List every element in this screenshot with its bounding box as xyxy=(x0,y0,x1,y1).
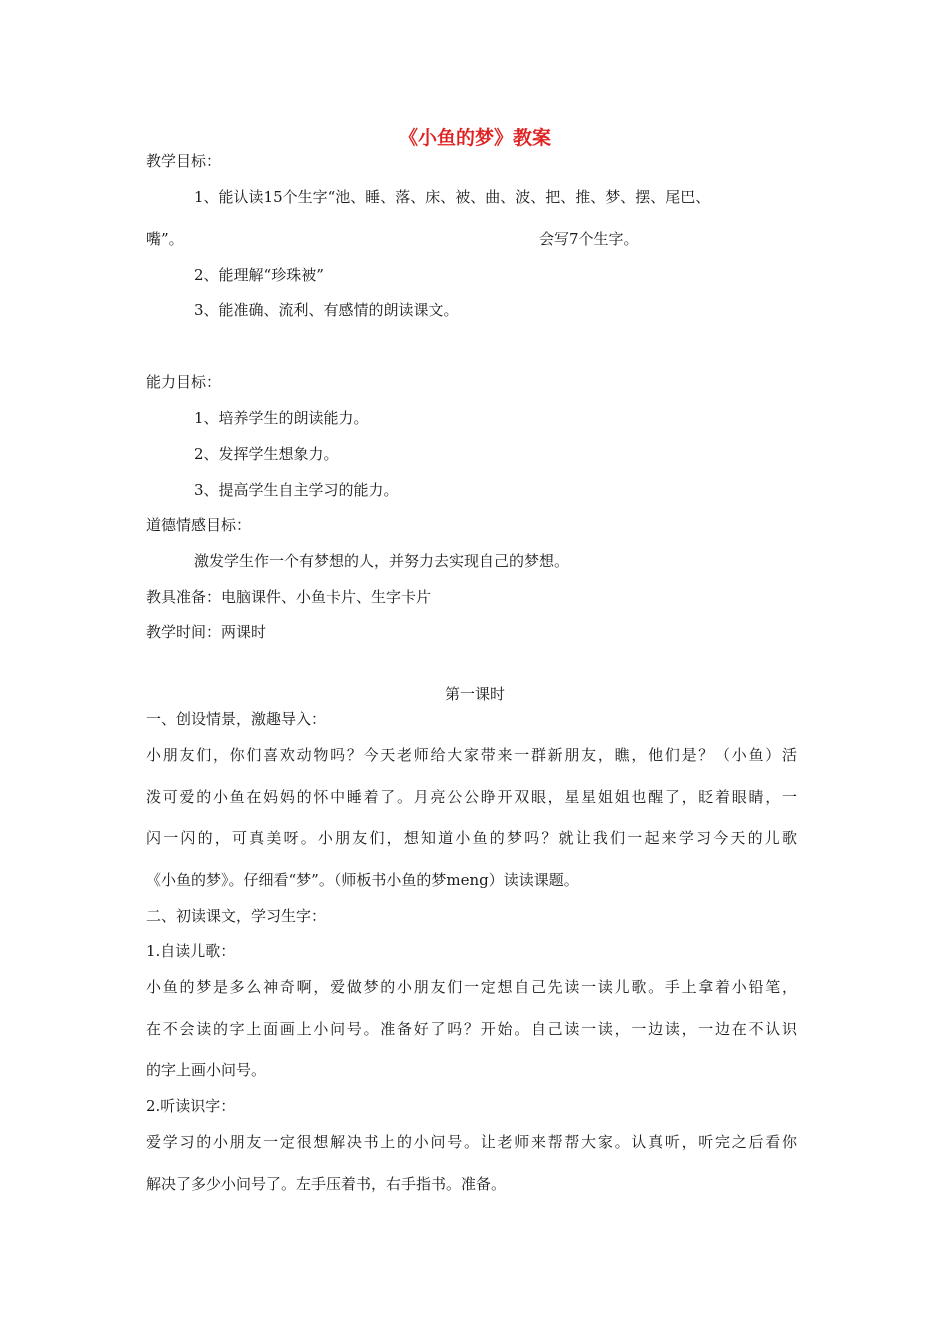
section-1-heading: 一、创设情景，激趣导入： xyxy=(146,710,327,728)
paragraph-3-line: 解决了多少小问号了。左手压着书，右手指书。准备。 xyxy=(146,1175,507,1193)
ability-item-3: 3、提高学生自主学习的能力。 xyxy=(194,481,399,499)
paragraph-1-line: 小朋友们，你们喜欢动物吗？今天老师给大家带来一群新朋友，瞧，他们是？（小鱼）活 xyxy=(146,746,797,764)
ability-item-1: 1、培养学生的朗读能力。 xyxy=(194,409,369,427)
paragraph-1-line: 闪一闪的，可真美呀。小朋友们，想知道小鱼的梦吗？就让我们一起来学习今天的儿歌 xyxy=(146,829,797,847)
paragraph-1-line: 《小鱼的梦》。仔细看“梦”。（师板书小鱼的梦meng）读读课题。 xyxy=(146,871,579,889)
moral-goals-heading: 道德情感目标： xyxy=(146,516,252,534)
document-title: 《小鱼的梦》教案 xyxy=(398,127,551,149)
teaching-goals-heading: 教学目标： xyxy=(146,152,222,170)
paragraph-2-line: 小鱼的梦是多么神奇啊，爱做梦的小朋友们一定想自己先读一读儿歌。手上拿着小铅笔， xyxy=(146,978,797,996)
subsection-1-heading: 1.自读儿歌： xyxy=(146,942,236,960)
teaching-time: 教学时间：两课时 xyxy=(146,623,267,641)
lesson-1-heading: 第一课时 xyxy=(444,685,505,703)
goal-item-1-writing: 会写7个生字。 xyxy=(539,230,639,248)
goal-item-1-line-2: 嘴”。 xyxy=(146,230,184,248)
paragraph-2-line: 的字上画小问号。 xyxy=(146,1061,267,1079)
ability-item-2: 2、发挥学生想象力。 xyxy=(194,445,339,463)
moral-goals-text: 激发学生作一个有梦想的人，并努力去实现自己的梦想。 xyxy=(194,552,570,570)
goal-item-2: 2、能理解“珍珠被” xyxy=(194,266,324,284)
subsection-2-heading: 2.听读识字： xyxy=(146,1097,236,1115)
paragraph-2-line: 在不会读的字上面画上小问号。准备好了吗？开始。自己读一读，一边读，一边在不认识 xyxy=(146,1020,797,1038)
paragraph-3-line: 爱学习的小朋友一定很想解决书上的小问号。让老师来帮帮大家。认真听，听完之后看你 xyxy=(146,1133,797,1151)
goal-item-1-line-1: 1、能认读15个生字“池、睡、落、床、被、曲、波、把、推、梦、摆、尾巴、 xyxy=(194,188,711,206)
section-2-heading: 二、初读课文，学习生字： xyxy=(146,907,327,925)
goal-item-3: 3、能准确、流利、有感情的朗读课文。 xyxy=(194,301,459,319)
teaching-tools: 教具准备：电脑课件、小鱼卡片、生字卡片 xyxy=(146,588,432,606)
paragraph-1-line: 泼可爱的小鱼在妈妈的怀中睡着了。月亮公公睁开双眼，星星姐姐也醒了，眨着眼睛，一 xyxy=(146,788,797,806)
ability-goals-heading: 能力目标： xyxy=(146,373,222,391)
